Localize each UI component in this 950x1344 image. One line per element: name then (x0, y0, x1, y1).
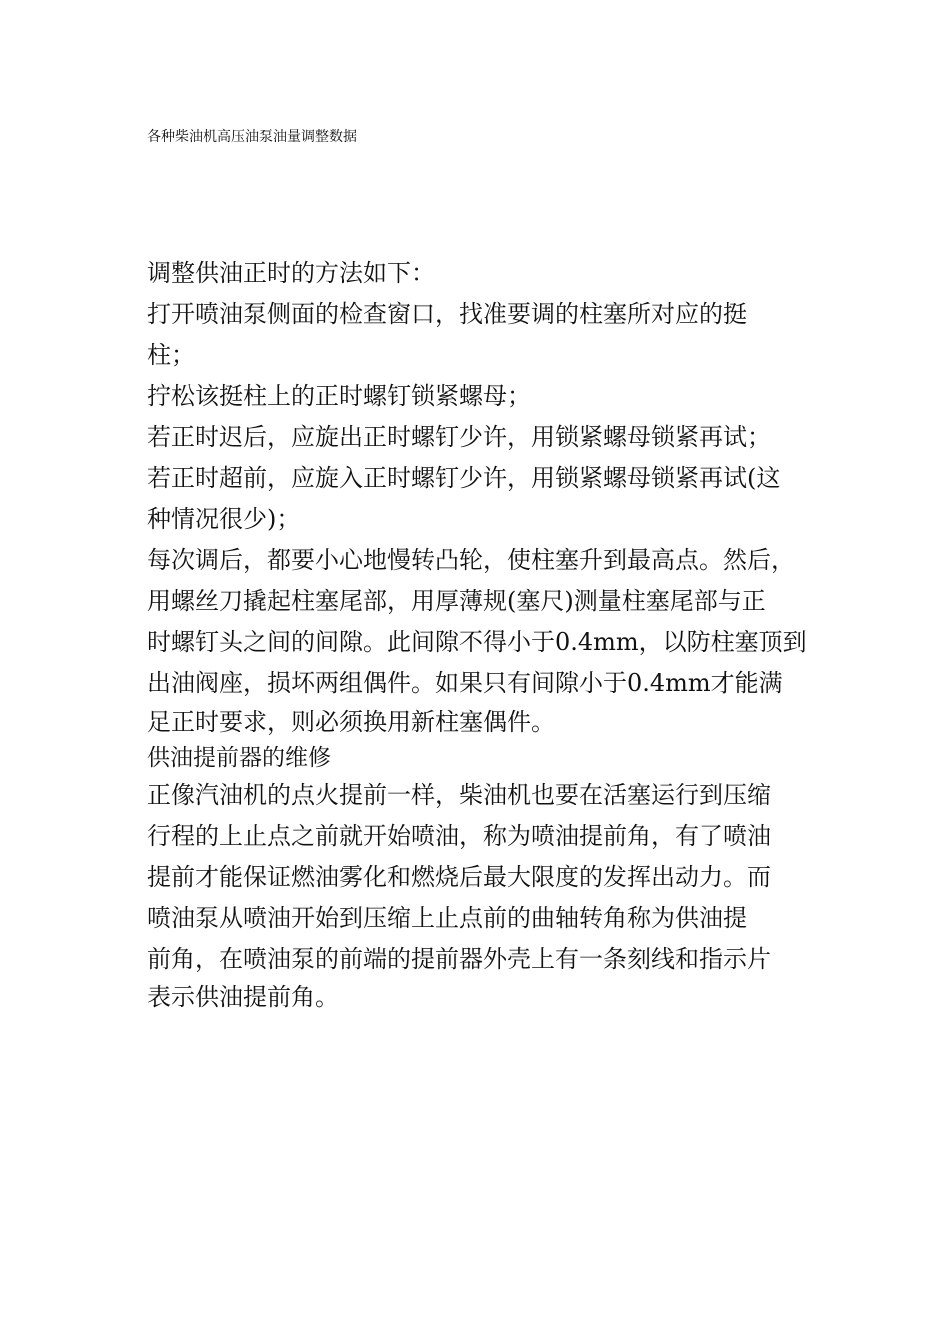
text-line: 用螺丝刀撬起柱塞尾部，用厚薄规(塞尺)测量柱塞尾部与正 (147, 587, 766, 615)
text-line: 前角，在喷油泵的前端的提前器外壳上有一条刻线和指示片 (147, 945, 771, 973)
text-line: 提前才能保证燃油雾化和燃烧后最大限度的发挥出动力。而 (147, 863, 771, 891)
text-line: 足正时要求，则必须换用新柱塞偶件。 (147, 708, 555, 736)
document-body (147, 253, 827, 1014)
text-line: 喷油泵从喷油开始到压缩上止点前的曲轴转角称为供油提 (147, 904, 747, 932)
text-line: 种情况很少)； (147, 505, 301, 533)
text-line: 每次调后，都要小心地慢转凸轮，使柱塞升到最高点。然后， (147, 546, 795, 574)
section-heading: 供油提前器的维修 (147, 745, 331, 771)
text-line: 调整供油正时的方法如下： (147, 259, 435, 287)
text-line: 时螺钉头之间的间隙。此间隙不得小于0.4mm，以防柱塞顶到 (147, 628, 807, 656)
text-line: 拧松该挺柱上的正时螺钉锁紧螺母； (147, 382, 531, 410)
text-line: 柱； (147, 341, 195, 369)
document-title: 各种柴油机高压油泵油量调整数据 (147, 129, 357, 145)
text-line: 表示供油提前角。 (147, 983, 339, 1011)
text-line: 正像汽油机的点火提前一样，柴油机也要在活塞运行到压缩 (147, 781, 771, 809)
text-line: 若正时迟后，应旋出正时螺钉少许，用锁紧螺母锁紧再试； (147, 423, 771, 451)
text-line: 若正时超前，应旋入正时螺钉少许，用锁紧螺母锁紧再试(这 (147, 464, 781, 492)
text-line: 出油阀座，损坏两组偶件。如果只有间隙小于0.4mm才能满 (147, 669, 783, 697)
text-line: 打开喷油泵侧面的检查窗口，找准要调的柱塞所对应的挺 (147, 300, 747, 328)
text-line: 行程的上止点之前就开始喷油，称为喷油提前角，有了喷油 (147, 822, 771, 850)
